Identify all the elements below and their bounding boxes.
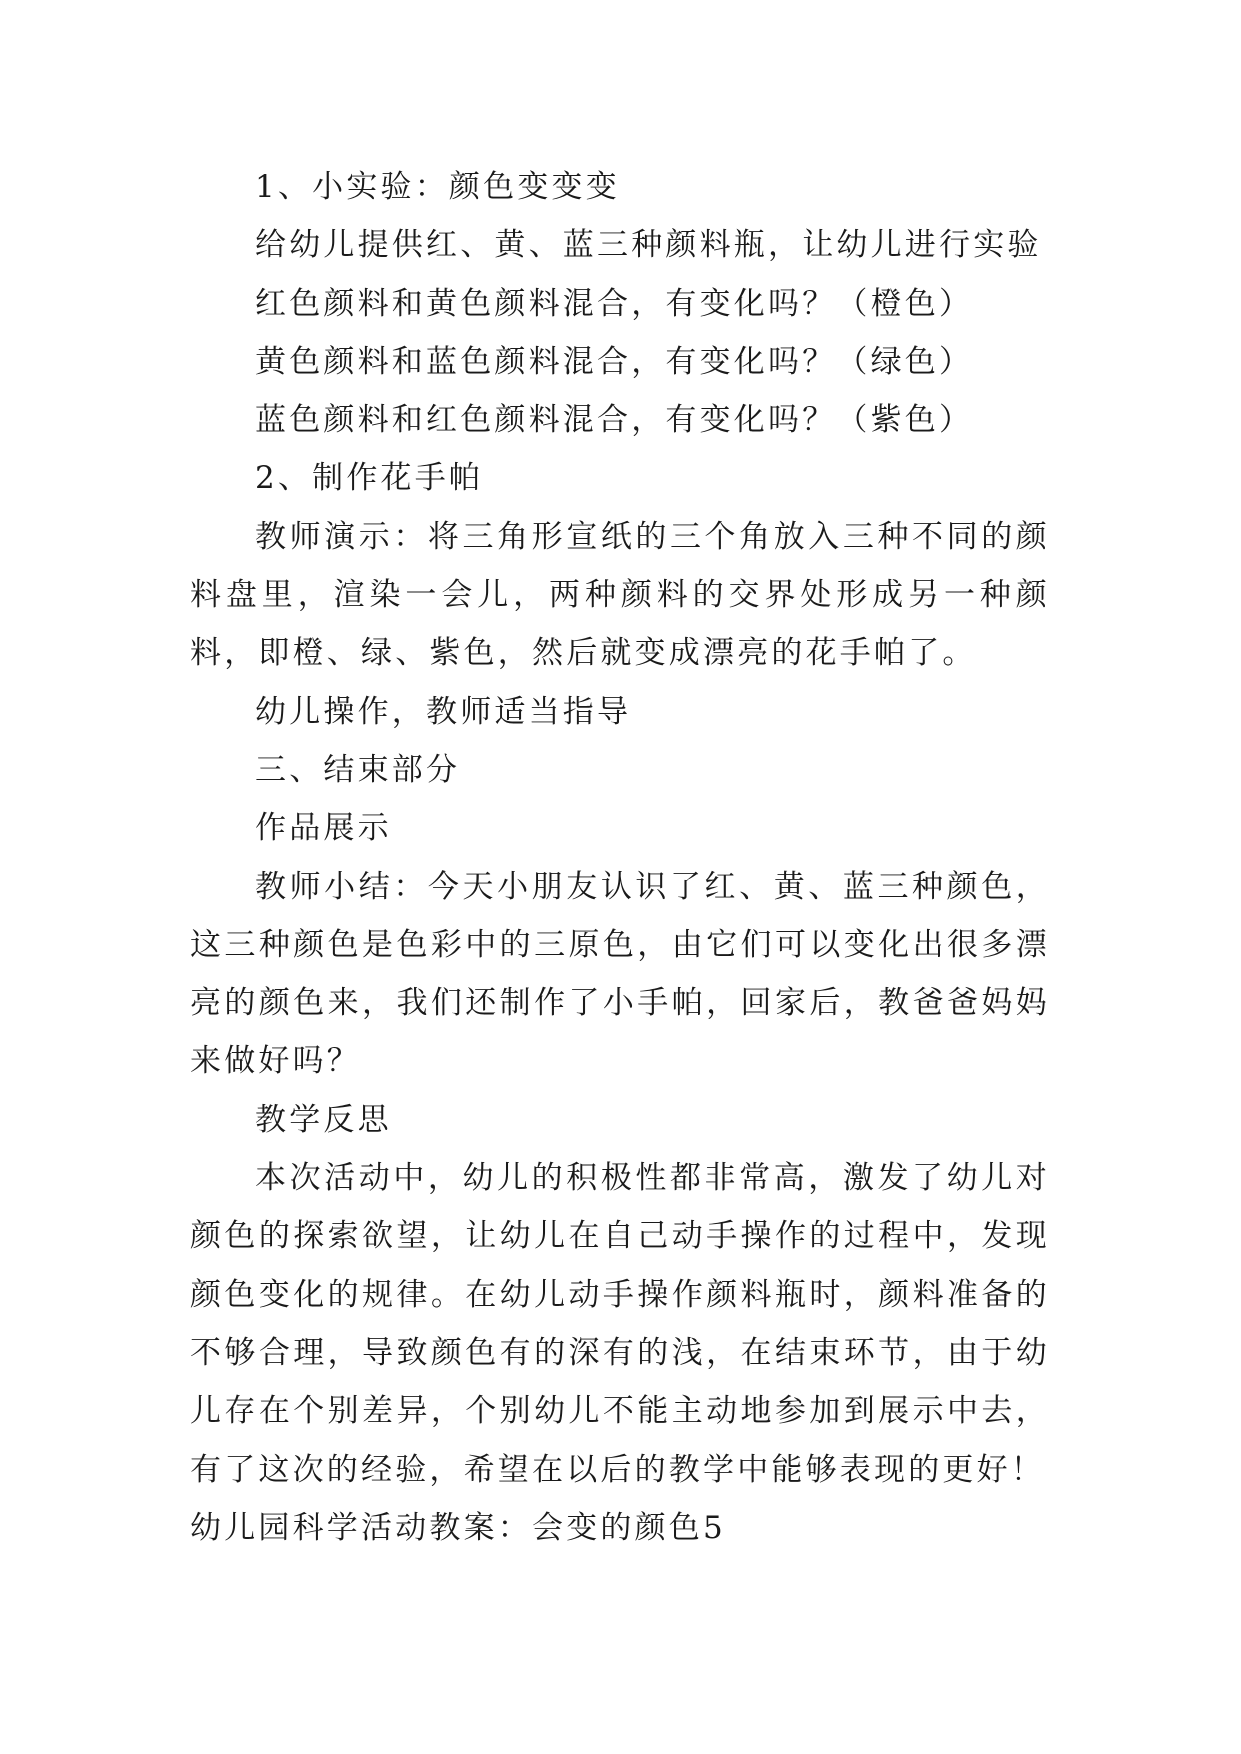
paragraph-experiment-setup: 给幼儿提供红、黄、蓝三种颜料瓶，让幼儿进行实验 xyxy=(255,227,1042,264)
paragraph-yellow-blue: 黄色颜料和蓝色颜料混合，有变化吗？（绿色） xyxy=(255,343,974,380)
paragraph-teacher-demo: 教师演示：将三角形宣纸的三个角放入三种不同的颜料盘里，渲染一会儿，两种颜料的交界处形成另一种颜料，即橙、绿、紫色，然后就变成漂亮的花手帕了。 xyxy=(190,518,1050,672)
paragraph-reflection-title: 教学反思 xyxy=(255,1101,392,1138)
paragraph-ending-section: 三、结束部分 xyxy=(255,751,461,788)
paragraph-teacher-summary: 教师小结：今天小朋友认识了红、黄、蓝三种颜色，这三种颜色是色彩中的三原色，由它们可以变化出很多漂亮的颜色来，我们还制作了小手帕，回家后，教爸爸妈妈来做好吗？ xyxy=(190,868,1050,1080)
section-heading: 幼儿园科学活动教案：会变的颜色5 xyxy=(190,1509,726,1546)
paragraph-child-operation: 幼儿操作，教师适当指导 xyxy=(255,693,632,730)
paragraph-handkerchief-title: 2、制作花手帕 xyxy=(255,460,484,497)
paragraph-red-yellow: 红色颜料和黄色颜料混合，有变化吗？（橙色） xyxy=(255,285,974,322)
paragraph-reflection-body: 本次活动中，幼儿的积极性都非常高，激发了幼儿对颜色的探索欲望，让幼儿在自己动手操作的过程中，发现颜色变化的规律。在幼儿动手操作颜料瓶时，颜料准备的不够合理，导致颜色有的深有的浅，在结束环节，由于幼儿存在个别差异，个别幼儿不能主动地参加到展示中去，有了这次的经验，希望在以后的教学中能够表现的更好！ xyxy=(190,1160,1050,1488)
document-body xyxy=(190,158,1050,1557)
paragraph-work-display: 作品展示 xyxy=(255,810,392,847)
paragraph-blue-red: 蓝色颜料和红色颜料混合，有变化吗？（紫色） xyxy=(255,402,974,439)
paragraph-experiment-title: 1、小实验：颜色变变变 xyxy=(255,169,620,205)
